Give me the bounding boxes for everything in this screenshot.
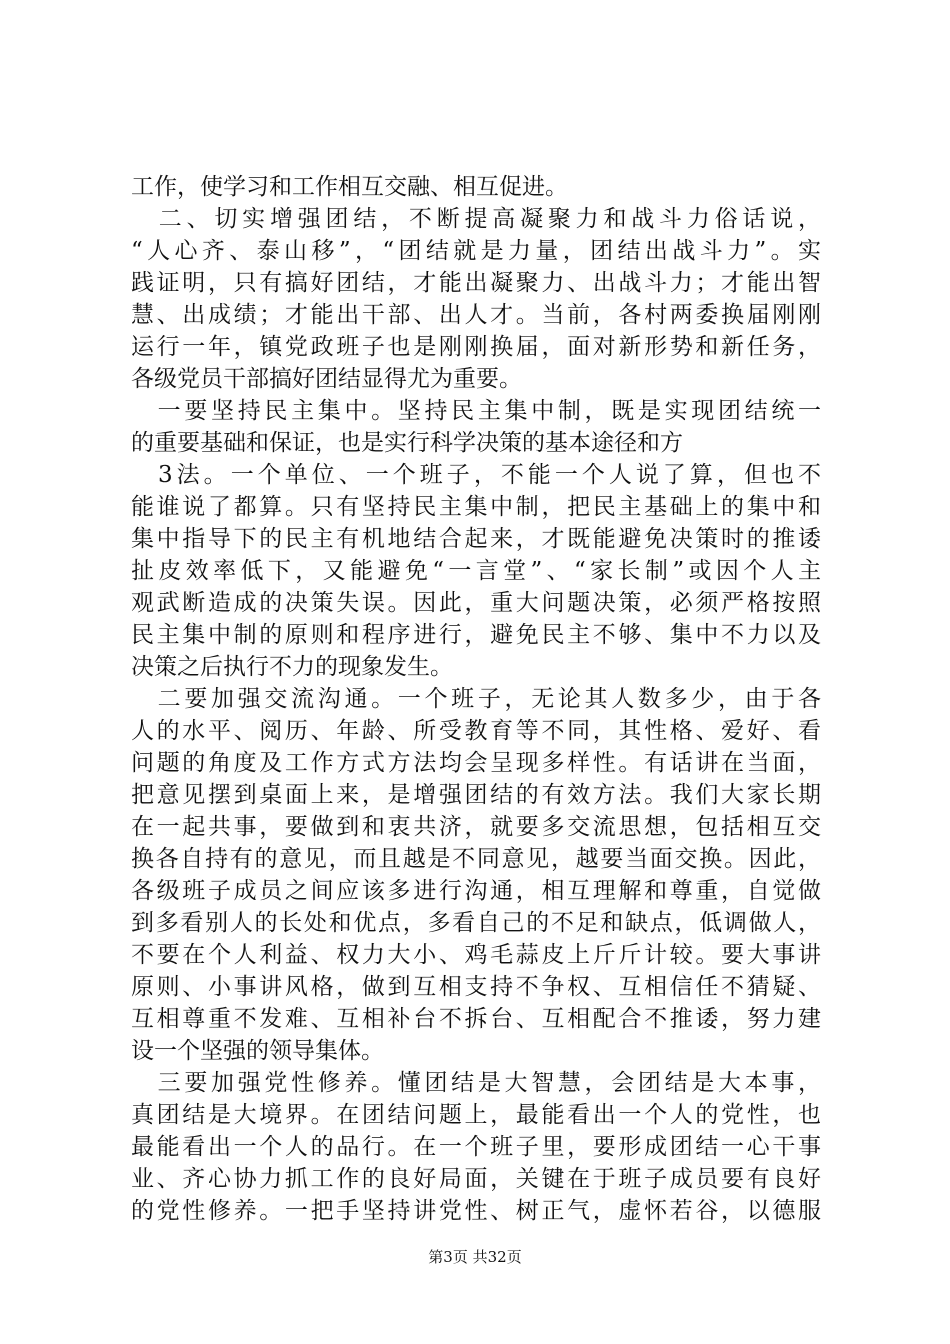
text-line: 互相尊重不发难、互相补台不拆台、互相配合不推诿，努力建 bbox=[131, 1006, 821, 1032]
text-line: 原则、小事讲风格，做到互相支持不争权、互相信任不猜疑、 bbox=[131, 974, 821, 1000]
text-line: 设一个坚强的领导集体。 bbox=[131, 1038, 384, 1064]
text-line: 民主集中制的原则和程序进行，避免民主不够、集中不力以及 bbox=[131, 622, 821, 648]
text-line: 运行一年，镇党政班子也是刚刚换届，面对新形势和新任务， bbox=[131, 334, 821, 360]
text-line: 到多看别人的长处和优点，多看自己的不足和缺点，低调做人， bbox=[131, 910, 821, 936]
text-line: 真团结是大境界。在团结问题上，最能看出一个人的党性，也 bbox=[131, 1102, 821, 1128]
text-line: 工作，使学习和工作相互交融、相互促进。 bbox=[131, 174, 568, 200]
text-line: 业、齐心协力抓工作的良好局面，关键在于班子成员要有良好 bbox=[131, 1166, 821, 1192]
text-line: 换各自持有的意见，而且越是不同意见，越要当面交换。因此， bbox=[131, 846, 821, 872]
text-line: 不要在个人利益、权力大小、鸡毛蒜皮上斤斤计较。要大事讲 bbox=[131, 942, 821, 968]
text-line: 三要加强党性修养。懂团结是大智慧，会团结是大本事， bbox=[131, 1070, 821, 1096]
text-line: 把意见摆到桌面上来，是增强团结的有效方法。我们大家长期 bbox=[131, 782, 821, 808]
text-line: 一要坚持民主集中。坚持民主集中制，既是实现团结统一 bbox=[131, 398, 821, 424]
text-line: 在一起共事，要做到和衷共济，就要多交流思想，包括相互交 bbox=[131, 814, 821, 840]
text-line: 践证明，只有搞好团结，才能出凝聚力、出战斗力；才能出智 bbox=[131, 270, 821, 296]
text-line: 决策之后执行不力的现象发生。 bbox=[131, 654, 453, 680]
text-line: 人的水平、阅历、年龄、所受教育等不同，其性格、爱好、看 bbox=[131, 718, 821, 744]
text-line: “人心齐、泰山移”，“团结就是力量，团结出战斗力”。实 bbox=[131, 238, 821, 264]
text-line: 的重要基础和保证，也是实行科学决策的基本途径和方 bbox=[131, 430, 683, 456]
text-line: 各级班子成员之间应该多进行沟通，相互理解和尊重，自觉做 bbox=[131, 878, 821, 904]
text-line: 各级党员干部搞好团结显得尤为重要。 bbox=[131, 366, 522, 392]
text-line: 的党性修养。一把手坚持讲党性、树正气，虚怀若谷，以德服 bbox=[131, 1198, 821, 1224]
text-line: 慧、出成绩；才能出干部、出人才。当前，各村两委换届刚刚 bbox=[131, 302, 821, 328]
text-line: 集中指导下的民主有机地结合起来，才既能避免决策时的推诿 bbox=[131, 526, 821, 552]
text-line: 二、切实增强团结，不断提高凝聚力和战斗力俗话说， bbox=[131, 206, 821, 232]
text-line: 最能看出一个人的品行。在一个班子里，要形成团结一心干事 bbox=[131, 1134, 821, 1160]
text-line: 观武断造成的决策失误。因此，重大问题决策，必须严格按照 bbox=[131, 590, 821, 616]
text-line: 二要加强交流沟通。一个班子，无论其人数多少，由于各 bbox=[131, 686, 821, 712]
text-line: 3法。一个单位、一个班子，不能一个人说了算，但也不 bbox=[131, 462, 821, 488]
page-footer: 第3页 共32页 bbox=[428, 1248, 522, 1266]
text-line: 问题的角度及工作方式方法均会呈现多样性。有话讲在当面， bbox=[131, 750, 821, 776]
text-line: 能谁说了都算。只有坚持民主集中制，把民主基础上的集中和 bbox=[131, 494, 821, 520]
text-line: 扯皮效率低下，又能避免“一言堂”、“家长制”或因个人主 bbox=[131, 558, 821, 584]
